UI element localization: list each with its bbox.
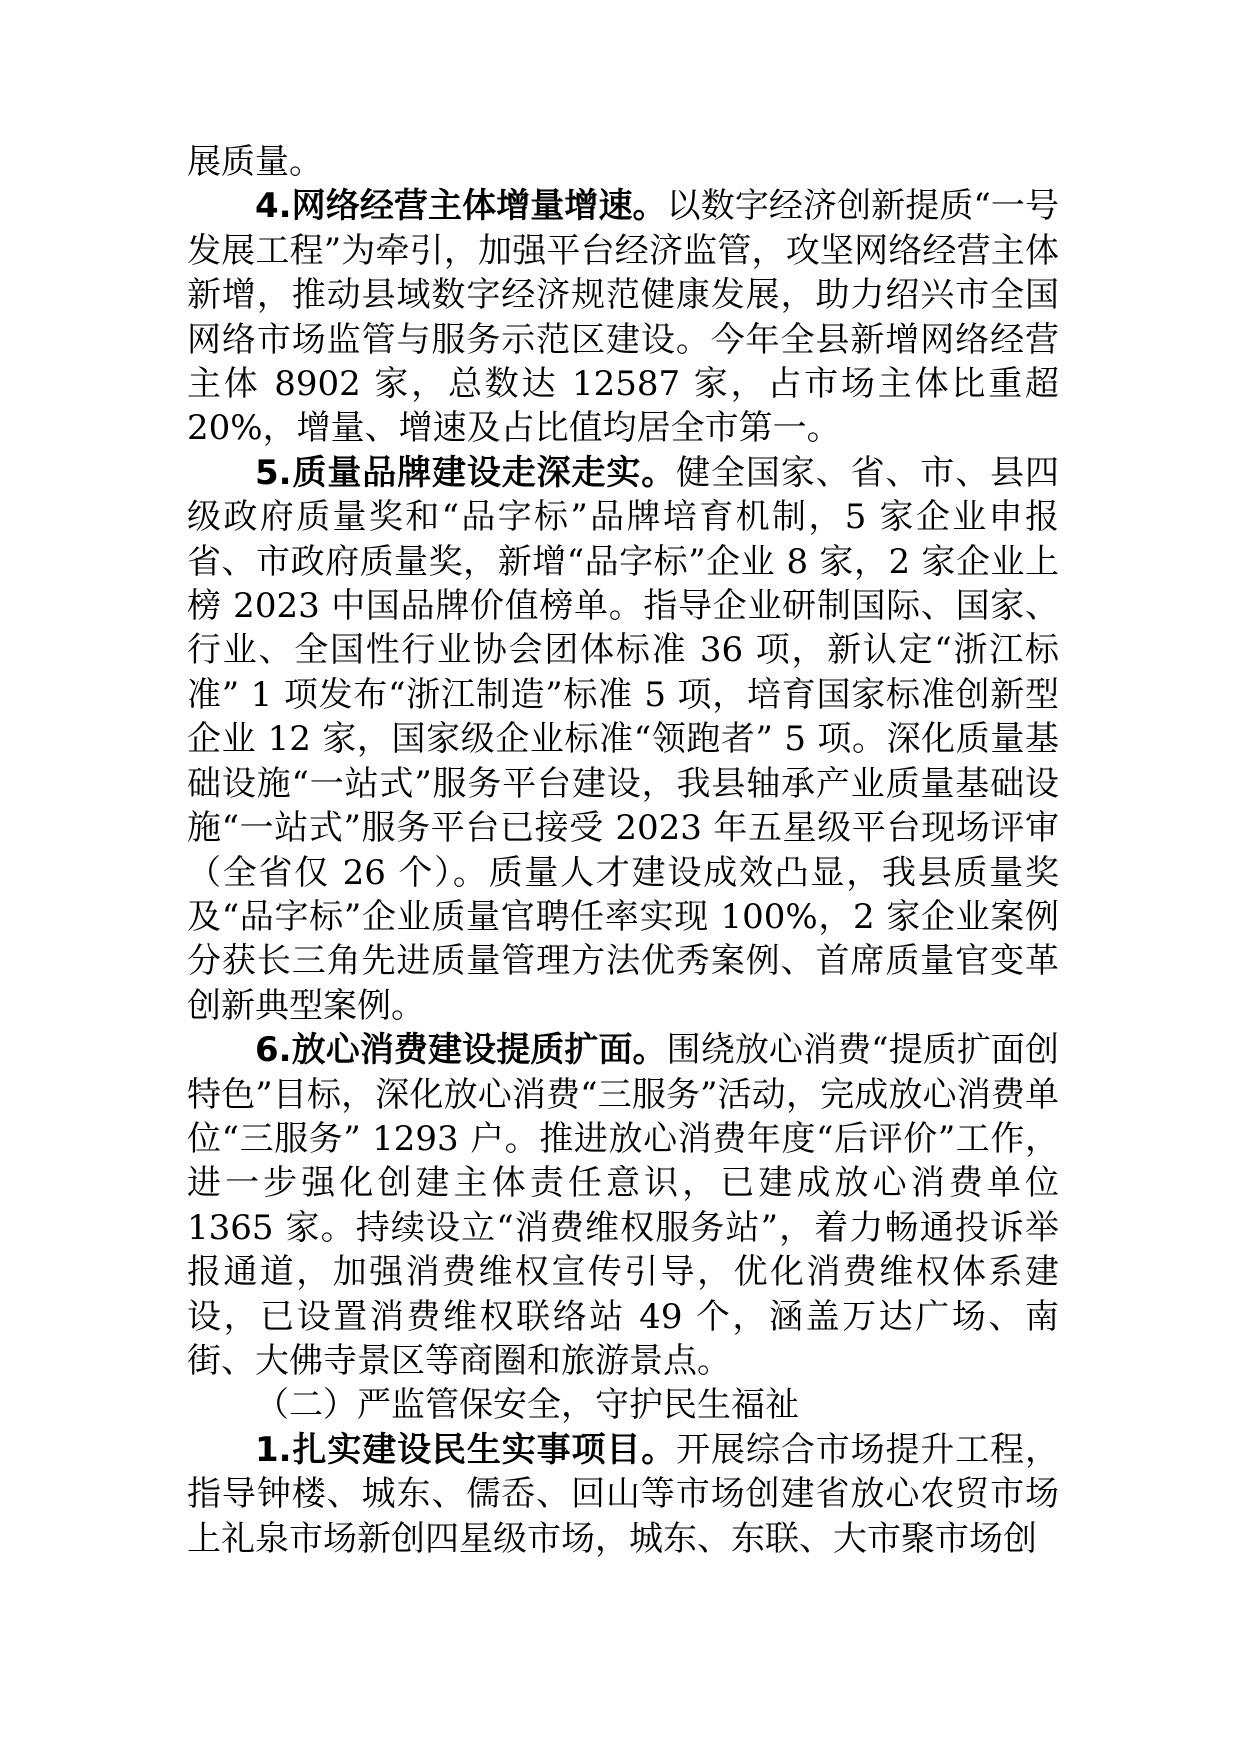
paragraph-text: 以数字经济创新提质“一号发展工程”为牵引，加强平台经济监管，攻坚网络经营主体新增，推动县域数字经济规范健康发展，助力绍兴市全国网络市场监管与服务示范区建设。今年全县新增网络经营主体 8902 家，总数达 12587 家，占市场主体比重超 20%，增量、增速及占比值均居全市第一。	[187, 186, 1059, 449]
document-body	[187, 140, 1059, 1561]
paragraph-continuation	[187, 140, 1059, 184]
paragraph-item-5	[187, 451, 1059, 1028]
paragraph-text: 围绕放心消费“提质扩面创特色”目标，深化放心消费“三服务”活动，完成放心消费单位“三服务” 1293 户。推进放心消费年度“后评价”工作，进一步强化创建主体责任意识，已建成放心消费单位 1365 家。持续设立“消费维权服务站”，着力畅通投诉举报通道，加强消费维权宣传引导，优化消费维权体系建设，已设置消费维权联络站 49 个，涵盖万达广场、南街、大佛寺景区等商圈和旅游景点。	[187, 1030, 1059, 1381]
section-heading: （二）严监管保安全，守护民生福祉	[255, 1385, 799, 1426]
paragraph-item-4	[187, 184, 1059, 450]
paragraph-lead: 6.放心消费建设提质扩面。	[255, 1030, 667, 1071]
paragraph-lead: 4.网络经营主体增量增速。	[255, 186, 667, 227]
paragraph-text: 开展综合市场提升工程，指导钟楼、城东、儒岙、回山等市场创建省放心农贸市场上礼泉市场新创四星级市场，城东、东联、大市聚市场创	[187, 1429, 1059, 1559]
paragraph-lead: 1.扎实建设民生实事项目。	[255, 1429, 677, 1470]
paragraph-text: 展质量。	[187, 142, 323, 182]
paragraph-text: 健全国家、省、市、县四级政府质量奖和“品字标”品牌培育机制，5 家企业申报省、市政府质量奖，新增“品字标”企业 8 家，2 家企业上榜 2023 中国品牌价值榜单。指导企业研制国际、国家、行业、全国性行业协会团体标准 36 项，新认定“浙江标准” 1 项发布“浙江制造”标准 5 项，培育国家标准创新型企业 12 家，国家级企业标准“领跑者” 5 项。深化质量基础设施“一站式”服务平台建设，我县轴承产业质量基础设施“一站式”服务平台已接受 2023 年五星级平台现场评审（全省仅 26 个）。质量人才建设成效凸显，我县质量奖及“品字标”企业质量官聘任率实现 100%，2 家企业案例分获长三角先进质量管理方法优秀案例、首席质量官变革创新典型案例。	[187, 452, 1059, 1026]
paragraph-lead: 5.质量品牌建设走深走实。	[255, 452, 677, 493]
paragraph-item-1	[187, 1428, 1059, 1561]
paragraph-item-6	[187, 1028, 1059, 1383]
